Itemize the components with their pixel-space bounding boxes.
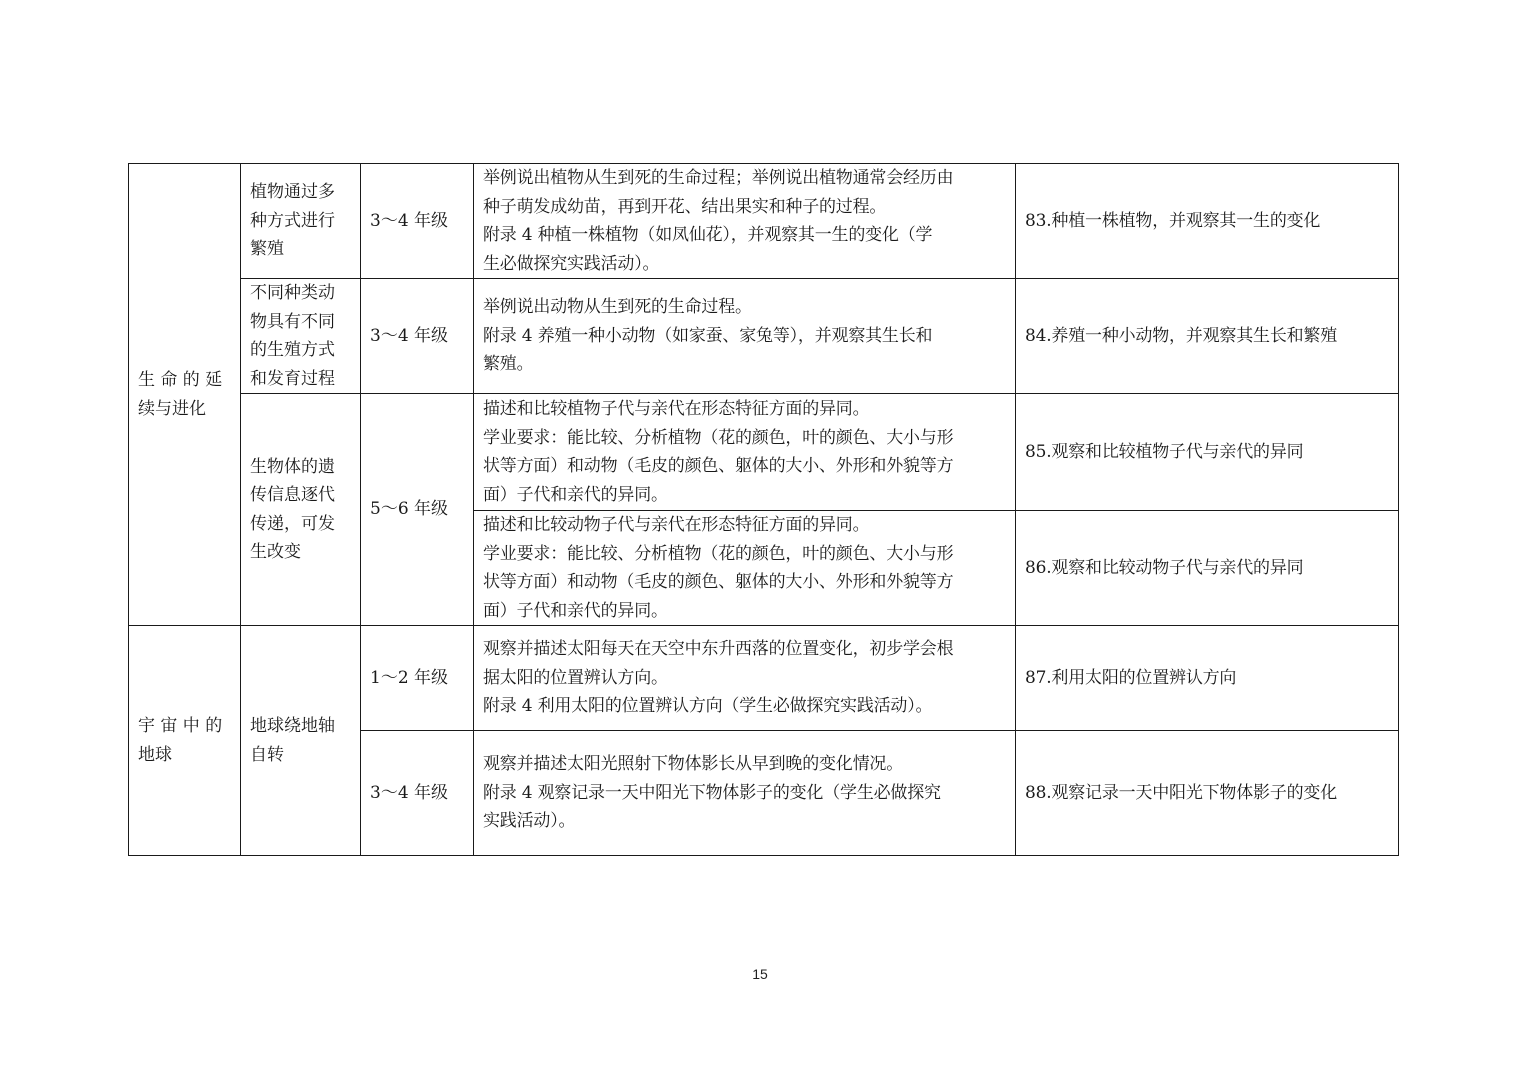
requirement-cell (474, 626, 1016, 731)
requirement-cell (474, 511, 1016, 626)
activity-cell (1016, 164, 1399, 279)
requirement-line: 面）子代和亲代的异同。 (483, 600, 668, 621)
grade-text: 3～4 年级 (370, 325, 449, 346)
requirement-line: 学业要求：能比较、分析植物（花的颜色，叶的颜色、大小与形 (483, 543, 954, 564)
domain-text: 生 命 的 延 续与进化 (138, 370, 223, 419)
requirement-line: 学业要求：能比较、分析植物（花的颜色，叶的颜色、大小与形 (483, 427, 954, 448)
activity-text: 88.观察记录一天中阳光下物体影子的变化 (1025, 782, 1338, 803)
grade-text: 3～4 年级 (370, 210, 449, 231)
activity-cell (1016, 626, 1399, 731)
requirement-cell (474, 731, 1016, 856)
requirement-line: 繁殖。 (483, 354, 534, 375)
activity-cell (1016, 731, 1399, 856)
activity-text: 84.养殖一种小动物，并观察其生长和繁殖 (1025, 325, 1338, 346)
requirement-line: 据太阳的位置辨认方向。 (483, 667, 668, 688)
requirement-line: 实践活动）。 (483, 811, 576, 832)
activity-cell (1016, 394, 1399, 511)
topic-text: 生物体的遗传信息逐代传递，可发生改变 (250, 456, 335, 562)
requirement-line: 举例说出植物从生到死的生命过程；举例说出植物通常会经历由 (483, 168, 954, 188)
requirement-line: 状等方面）和动物（毛皮的颜色、躯体的大小、外形和外貌等方 (483, 572, 954, 592)
requirement-line: 生必做探究实践活动）。 (483, 253, 660, 274)
requirement-line: 举例说出动物从生到死的生命过程。 (483, 297, 752, 318)
requirement-line: 描述和比较动物子代与亲代在形态特征方面的异同。 (483, 515, 870, 535)
table-row (129, 279, 1399, 394)
activity-text: 85.观察和比较植物子代与亲代的异同 (1025, 441, 1304, 462)
topic-text: 植物通过多种方式进行繁殖 (250, 182, 335, 260)
requirement-line: 状等方面）和动物（毛皮的颜色、躯体的大小、外形和外貌等方 (483, 456, 954, 476)
activity-cell (1016, 511, 1399, 626)
domain-cell (129, 626, 241, 856)
grade-cell (361, 279, 474, 394)
topic-cell (241, 164, 361, 279)
grade-cell (361, 731, 474, 856)
curriculum-table (128, 163, 1399, 856)
grade-cell (361, 394, 474, 626)
requirement-line: 面）子代和亲代的异同。 (483, 484, 668, 505)
topic-cell (241, 394, 361, 626)
table-row (129, 164, 1399, 279)
domain-cell (129, 164, 241, 626)
requirement-line: 附录 4 种植一株植物（如凤仙花），并观察其一生的变化（学 (483, 225, 933, 245)
activity-text: 86.观察和比较动物子代与亲代的异同 (1025, 557, 1304, 578)
requirement-line: 观察并描述太阳光照射下物体影长从早到晚的变化情况。 (483, 754, 903, 775)
requirement-line: 附录 4 观察记录一天中阳光下物体影子的变化（学生必做探究 (483, 782, 941, 803)
table-row (129, 626, 1399, 731)
requirement-line: 描述和比较植物子代与亲代在形态特征方面的异同。 (483, 399, 870, 419)
requirement-line: 观察并描述太阳每天在天空中东升西落的位置变化，初步学会根 (483, 639, 954, 660)
activity-text: 87.利用太阳的位置辨认方向 (1025, 667, 1237, 688)
page-number: 15 (752, 966, 768, 982)
requirement-line: 附录 4 利用太阳的位置辨认方向（学生必做探究实践活动）。 (483, 696, 933, 717)
table-row (129, 394, 1399, 511)
requirement-cell (474, 394, 1016, 511)
activity-cell (1016, 279, 1399, 394)
grade-text: 1～2 年级 (370, 667, 449, 688)
activity-text: 83.种植一株植物，并观察其一生的变化 (1025, 210, 1321, 231)
domain-text: 宇 宙 中 的 地球 (138, 716, 223, 765)
topic-text: 地球绕地轴自转 (250, 716, 335, 765)
requirement-line: 附录 4 养殖一种小动物（如家蚕、家兔等），并观察其生长和 (483, 325, 933, 346)
topic-text: 不同种类动物具有不同的生殖方式和发育过程 (250, 283, 335, 389)
grade-cell (361, 626, 474, 731)
topic-cell (241, 626, 361, 856)
grade-text: 3～4 年级 (370, 782, 449, 803)
topic-cell (241, 279, 361, 394)
requirement-cell (474, 279, 1016, 394)
grade-text: 5～6 年级 (370, 499, 449, 520)
requirement-cell (474, 164, 1016, 279)
grade-cell (361, 164, 474, 279)
requirement-line: 种子萌发成幼苗，再到开花、结出果实和种子的过程。 (483, 196, 887, 217)
